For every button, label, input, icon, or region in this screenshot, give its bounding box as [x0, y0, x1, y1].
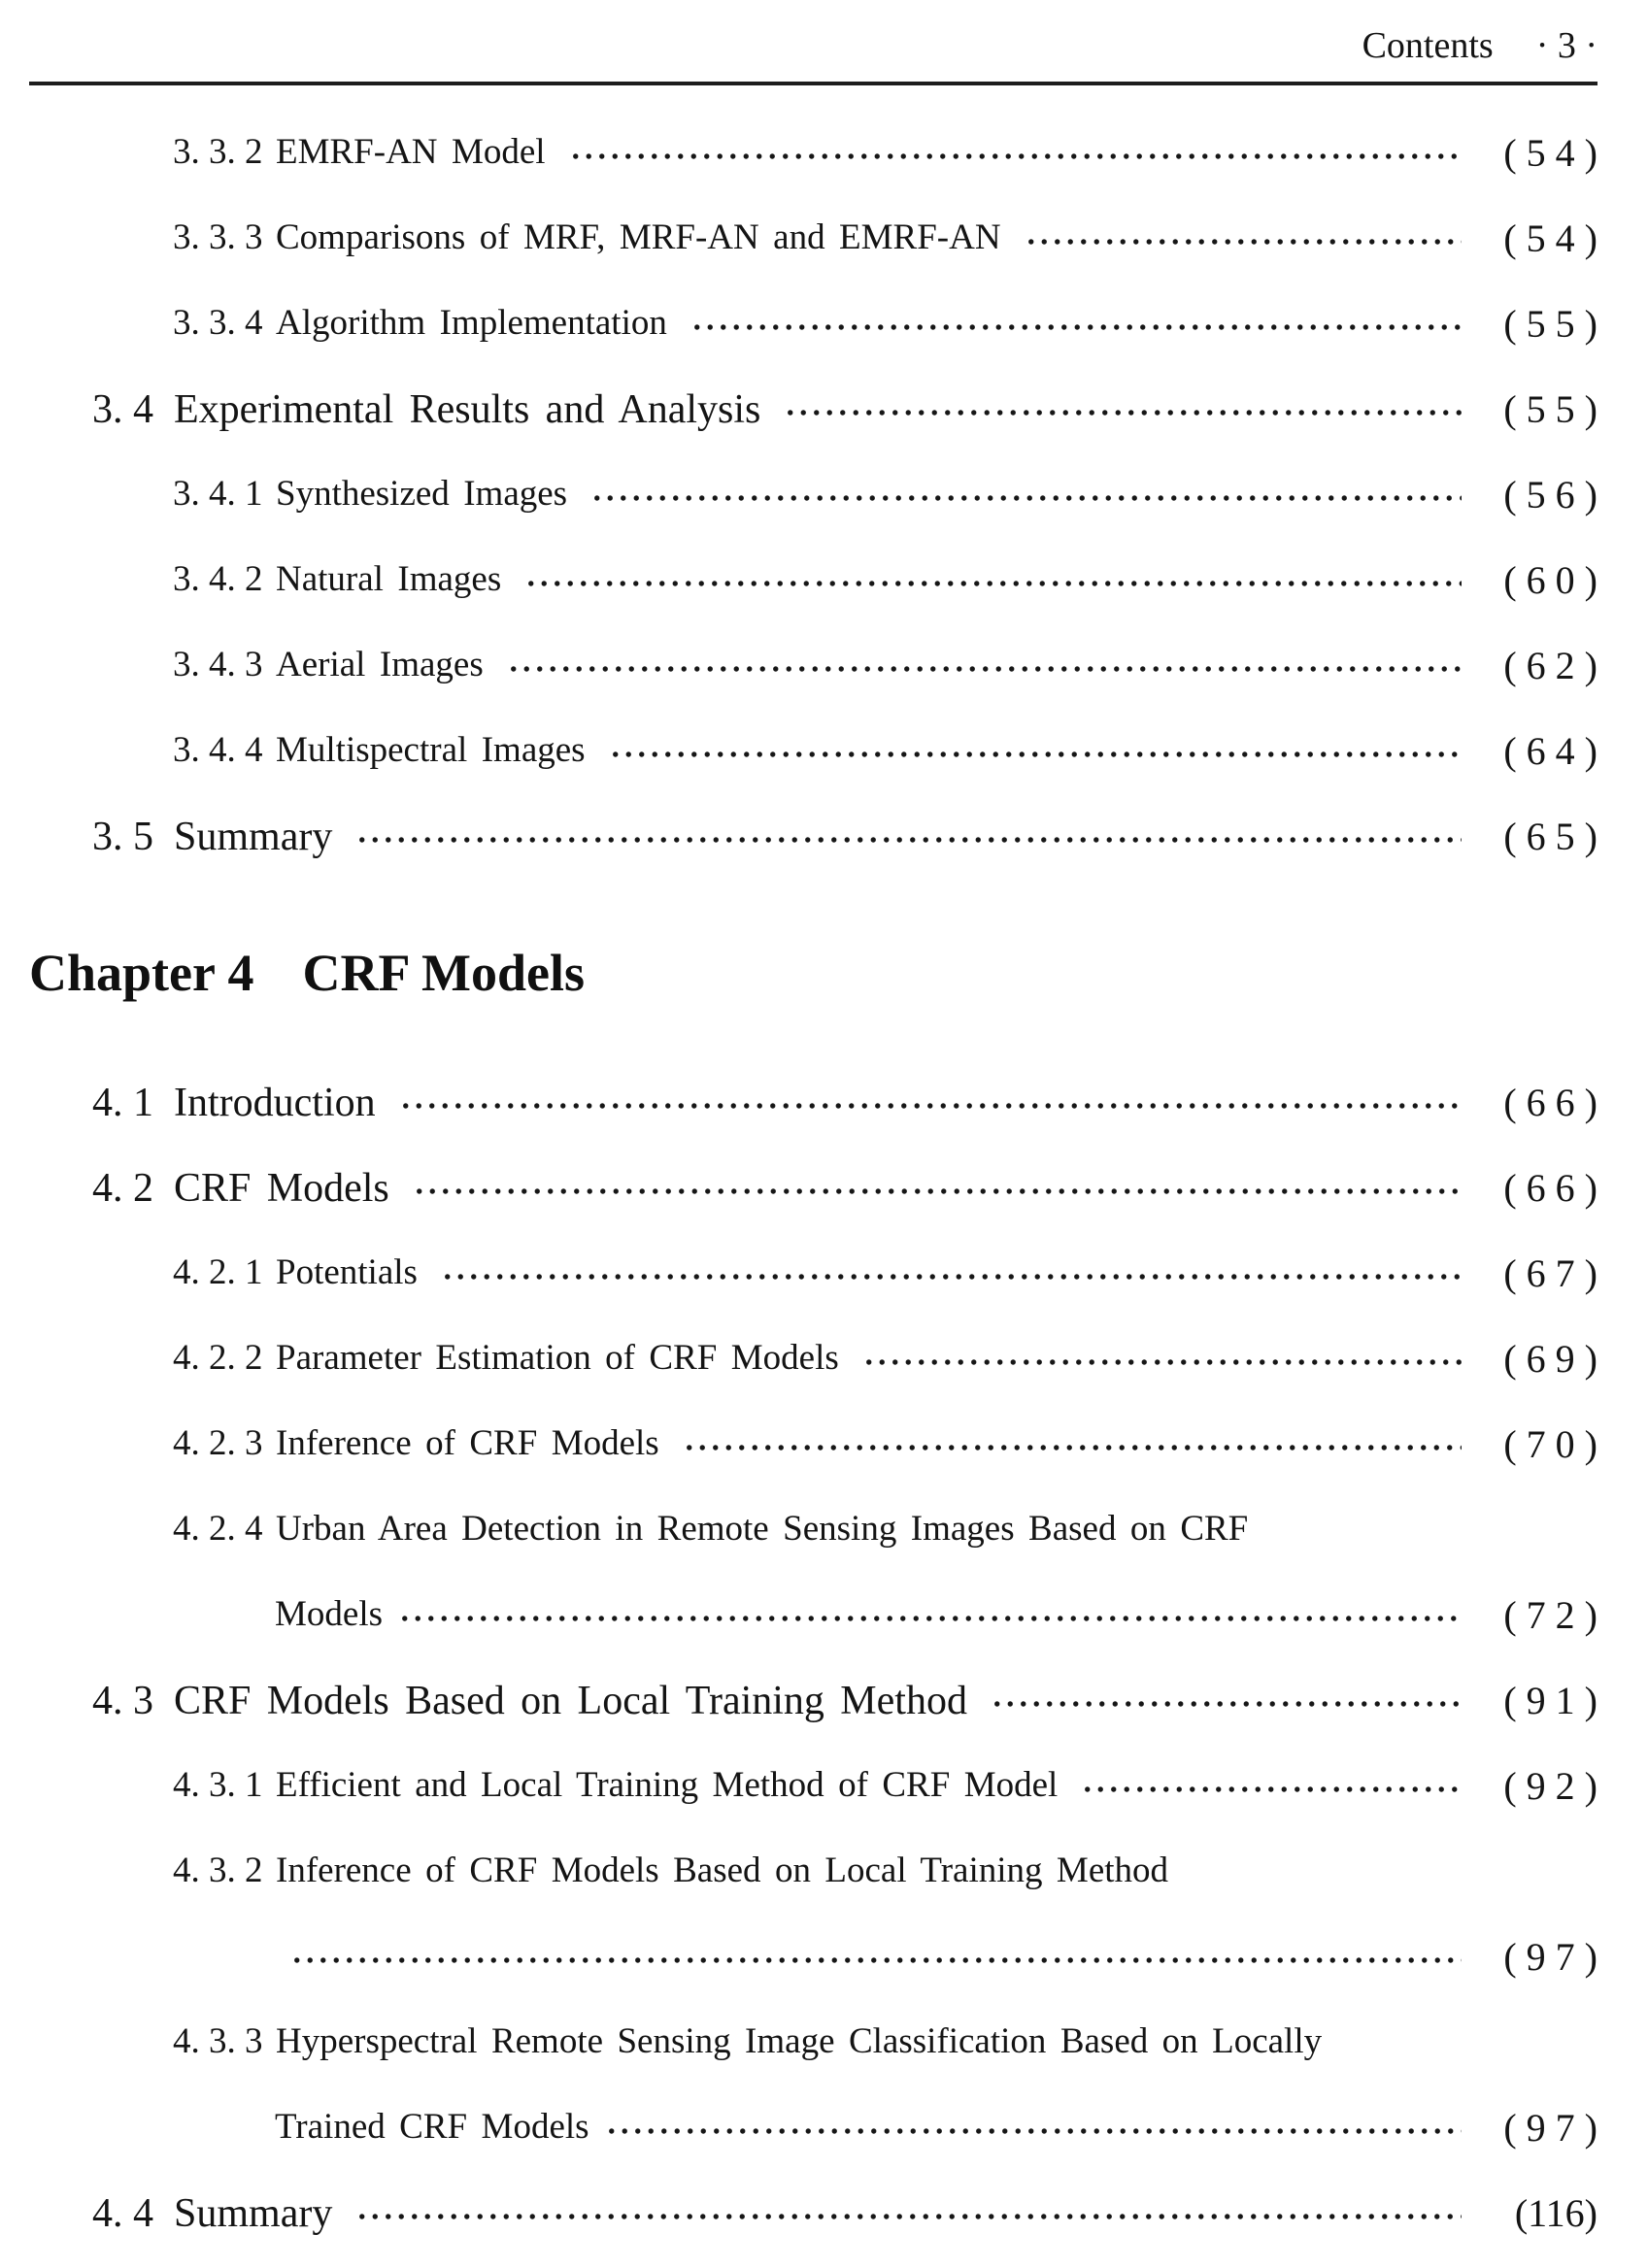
entry-title: Hyperspectral Remote Sensing Image Classification Based on Locally [276, 2021, 1323, 2062]
entry-number: 3. 5 [92, 814, 153, 859]
page-number: ( 5 6 ) [1503, 472, 1598, 517]
dot-leader [441, 1269, 1462, 1284]
toc-row [29, 1317, 1598, 1402]
page-number: ( 9 7 ) [1503, 2105, 1598, 2150]
toc-row [29, 1487, 1598, 1573]
page-number: ( 6 6 ) [1503, 1080, 1598, 1124]
entry-title: Introduction [174, 1080, 376, 1125]
chapter-label: Chapter 4 [29, 943, 254, 1002]
toc-row [29, 2085, 1598, 2171]
page-number: ( 9 7 ) [1503, 1934, 1598, 1979]
running-head-page-number: · 3 · [1535, 25, 1598, 66]
entry-title: Natural Images [276, 559, 502, 600]
entry-number: 4. 2 [92, 1165, 153, 1211]
entry-number: 4. 3. 2 [173, 1851, 263, 1891]
dot-leader [609, 747, 1462, 762]
toc-rows-bottom [29, 1060, 1598, 2256]
entry-title: Algorithm Implementation [276, 303, 667, 344]
entry-title: Urban Area Detection in Remote Sensing Images Based on CRF [276, 1509, 1249, 1550]
page-number: ( 5 4 ) [1503, 130, 1598, 175]
toc-row [29, 623, 1598, 709]
entry-number: 4. 1 [92, 1080, 153, 1125]
dot-leader [398, 1611, 1462, 1626]
entry-number: 3. 3. 3 [173, 217, 263, 258]
chapter-heading [29, 924, 1598, 1021]
toc-row [29, 2171, 1598, 2256]
entry-title: Synthesized Images [276, 474, 568, 515]
dot-leader [399, 1098, 1462, 1114]
entry-number: 4. 2. 3 [173, 1423, 263, 1464]
entry-title: Efficient and Local Training Method of CRF Model [276, 1765, 1059, 1806]
page-number: ( 5 4 ) [1503, 216, 1598, 260]
toc-row [29, 709, 1598, 794]
page-number: ( 7 0 ) [1503, 1421, 1598, 1466]
page-number: ( 6 0 ) [1503, 557, 1598, 602]
entry-title: Inference of CRF Models Based on Local Training Method [276, 1851, 1169, 1891]
dot-leader [507, 661, 1462, 677]
page-number: ( 6 5 ) [1503, 814, 1598, 858]
toc-row [29, 1402, 1598, 1487]
page-number: (116) [1514, 2190, 1598, 2235]
entry-number: 4. 3 [92, 1678, 153, 1723]
entry-title: CRF Models [174, 1165, 389, 1211]
entry-number: 3. 3. 2 [173, 132, 263, 173]
entry-number: 3. 3. 4 [173, 303, 263, 344]
dot-leader [605, 2123, 1462, 2139]
toc-row [29, 111, 1598, 196]
entry-title: Trained CRF Models [275, 2107, 589, 2148]
entry-number: 3. 4 [92, 386, 153, 432]
entry-title: Summary [174, 814, 333, 859]
entry-number: 3. 4. 1 [173, 474, 263, 515]
entry-number: 4. 2. 2 [173, 1338, 263, 1379]
dot-leader [413, 1184, 1462, 1199]
entry-title: Comparisons of MRF, MRF-AN and EMRF-AN [276, 217, 1001, 258]
page-number: ( 5 5 ) [1503, 386, 1598, 431]
toc-rows-top [29, 111, 1598, 880]
entry-title: Potentials [276, 1252, 418, 1293]
toc-row [29, 282, 1598, 367]
toc-row [29, 1744, 1598, 1829]
entry-number: 4. 3. 3 [173, 2021, 263, 2062]
dot-leader [290, 1952, 1462, 1968]
running-head-title: Contents [1362, 25, 1494, 66]
entry-title: EMRF-AN Model [276, 132, 546, 173]
entry-title: Parameter Estimation of CRF Models [276, 1338, 839, 1379]
dot-leader [355, 2209, 1462, 2224]
entry-title: Multispectral Images [276, 730, 586, 771]
entry-number: 4. 2. 1 [173, 1252, 263, 1293]
page-number: ( 6 4 ) [1503, 728, 1598, 773]
toc-row [29, 196, 1598, 282]
page-number: ( 7 2 ) [1503, 1592, 1598, 1637]
entry-title: Summary [174, 2190, 333, 2236]
page-number: ( 9 2 ) [1503, 1763, 1598, 1808]
dot-leader [1081, 1782, 1462, 1797]
toc-row [29, 538, 1598, 623]
dot-leader [862, 1354, 1462, 1370]
page-number: ( 6 9 ) [1503, 1336, 1598, 1381]
toc-row [29, 367, 1598, 452]
dot-leader [683, 1440, 1462, 1455]
dot-leader [690, 319, 1462, 335]
entry-number: 3. 4. 4 [173, 730, 263, 771]
toc-row [29, 1829, 1598, 1915]
entry-number: 3. 4. 2 [173, 559, 263, 600]
dot-leader [1025, 234, 1462, 250]
dot-leader [784, 405, 1462, 420]
toc-row [29, 1060, 1598, 1146]
entry-title: Inference of CRF Models [276, 1423, 659, 1464]
dot-leader [569, 149, 1462, 164]
toc-row [29, 1573, 1598, 1658]
page-header [29, 25, 1598, 68]
page-number: ( 6 7 ) [1503, 1251, 1598, 1295]
entry-title: CRF Models Based on Local Training Method [174, 1678, 967, 1723]
toc [29, 85, 1598, 2256]
toc-row [29, 1915, 1598, 2000]
dot-leader [355, 832, 1462, 848]
page-number: ( 6 2 ) [1503, 643, 1598, 687]
entry-number: 3. 4. 3 [173, 645, 263, 685]
toc-row [29, 794, 1598, 880]
chapter-title: CRF Models [302, 943, 585, 1002]
entry-title: Aerial Images [276, 645, 484, 685]
dot-leader [524, 576, 1462, 591]
entry-title: Models [275, 1594, 383, 1635]
dot-leader [590, 490, 1462, 506]
toc-row [29, 1658, 1598, 1744]
toc-row [29, 2000, 1598, 2085]
dot-leader [991, 1696, 1462, 1712]
page-number: ( 9 1 ) [1503, 1678, 1598, 1722]
page-number: ( 6 6 ) [1503, 1165, 1598, 1210]
entry-number: 4. 2. 4 [173, 1509, 263, 1550]
entry-number: 4. 3. 1 [173, 1765, 263, 1806]
page-number: ( 5 5 ) [1503, 301, 1598, 346]
entry-title: Experimental Results and Analysis [174, 386, 761, 432]
toc-row [29, 1146, 1598, 1231]
toc-row [29, 452, 1598, 538]
entry-number: 4. 4 [92, 2190, 153, 2236]
toc-row [29, 1231, 1598, 1317]
